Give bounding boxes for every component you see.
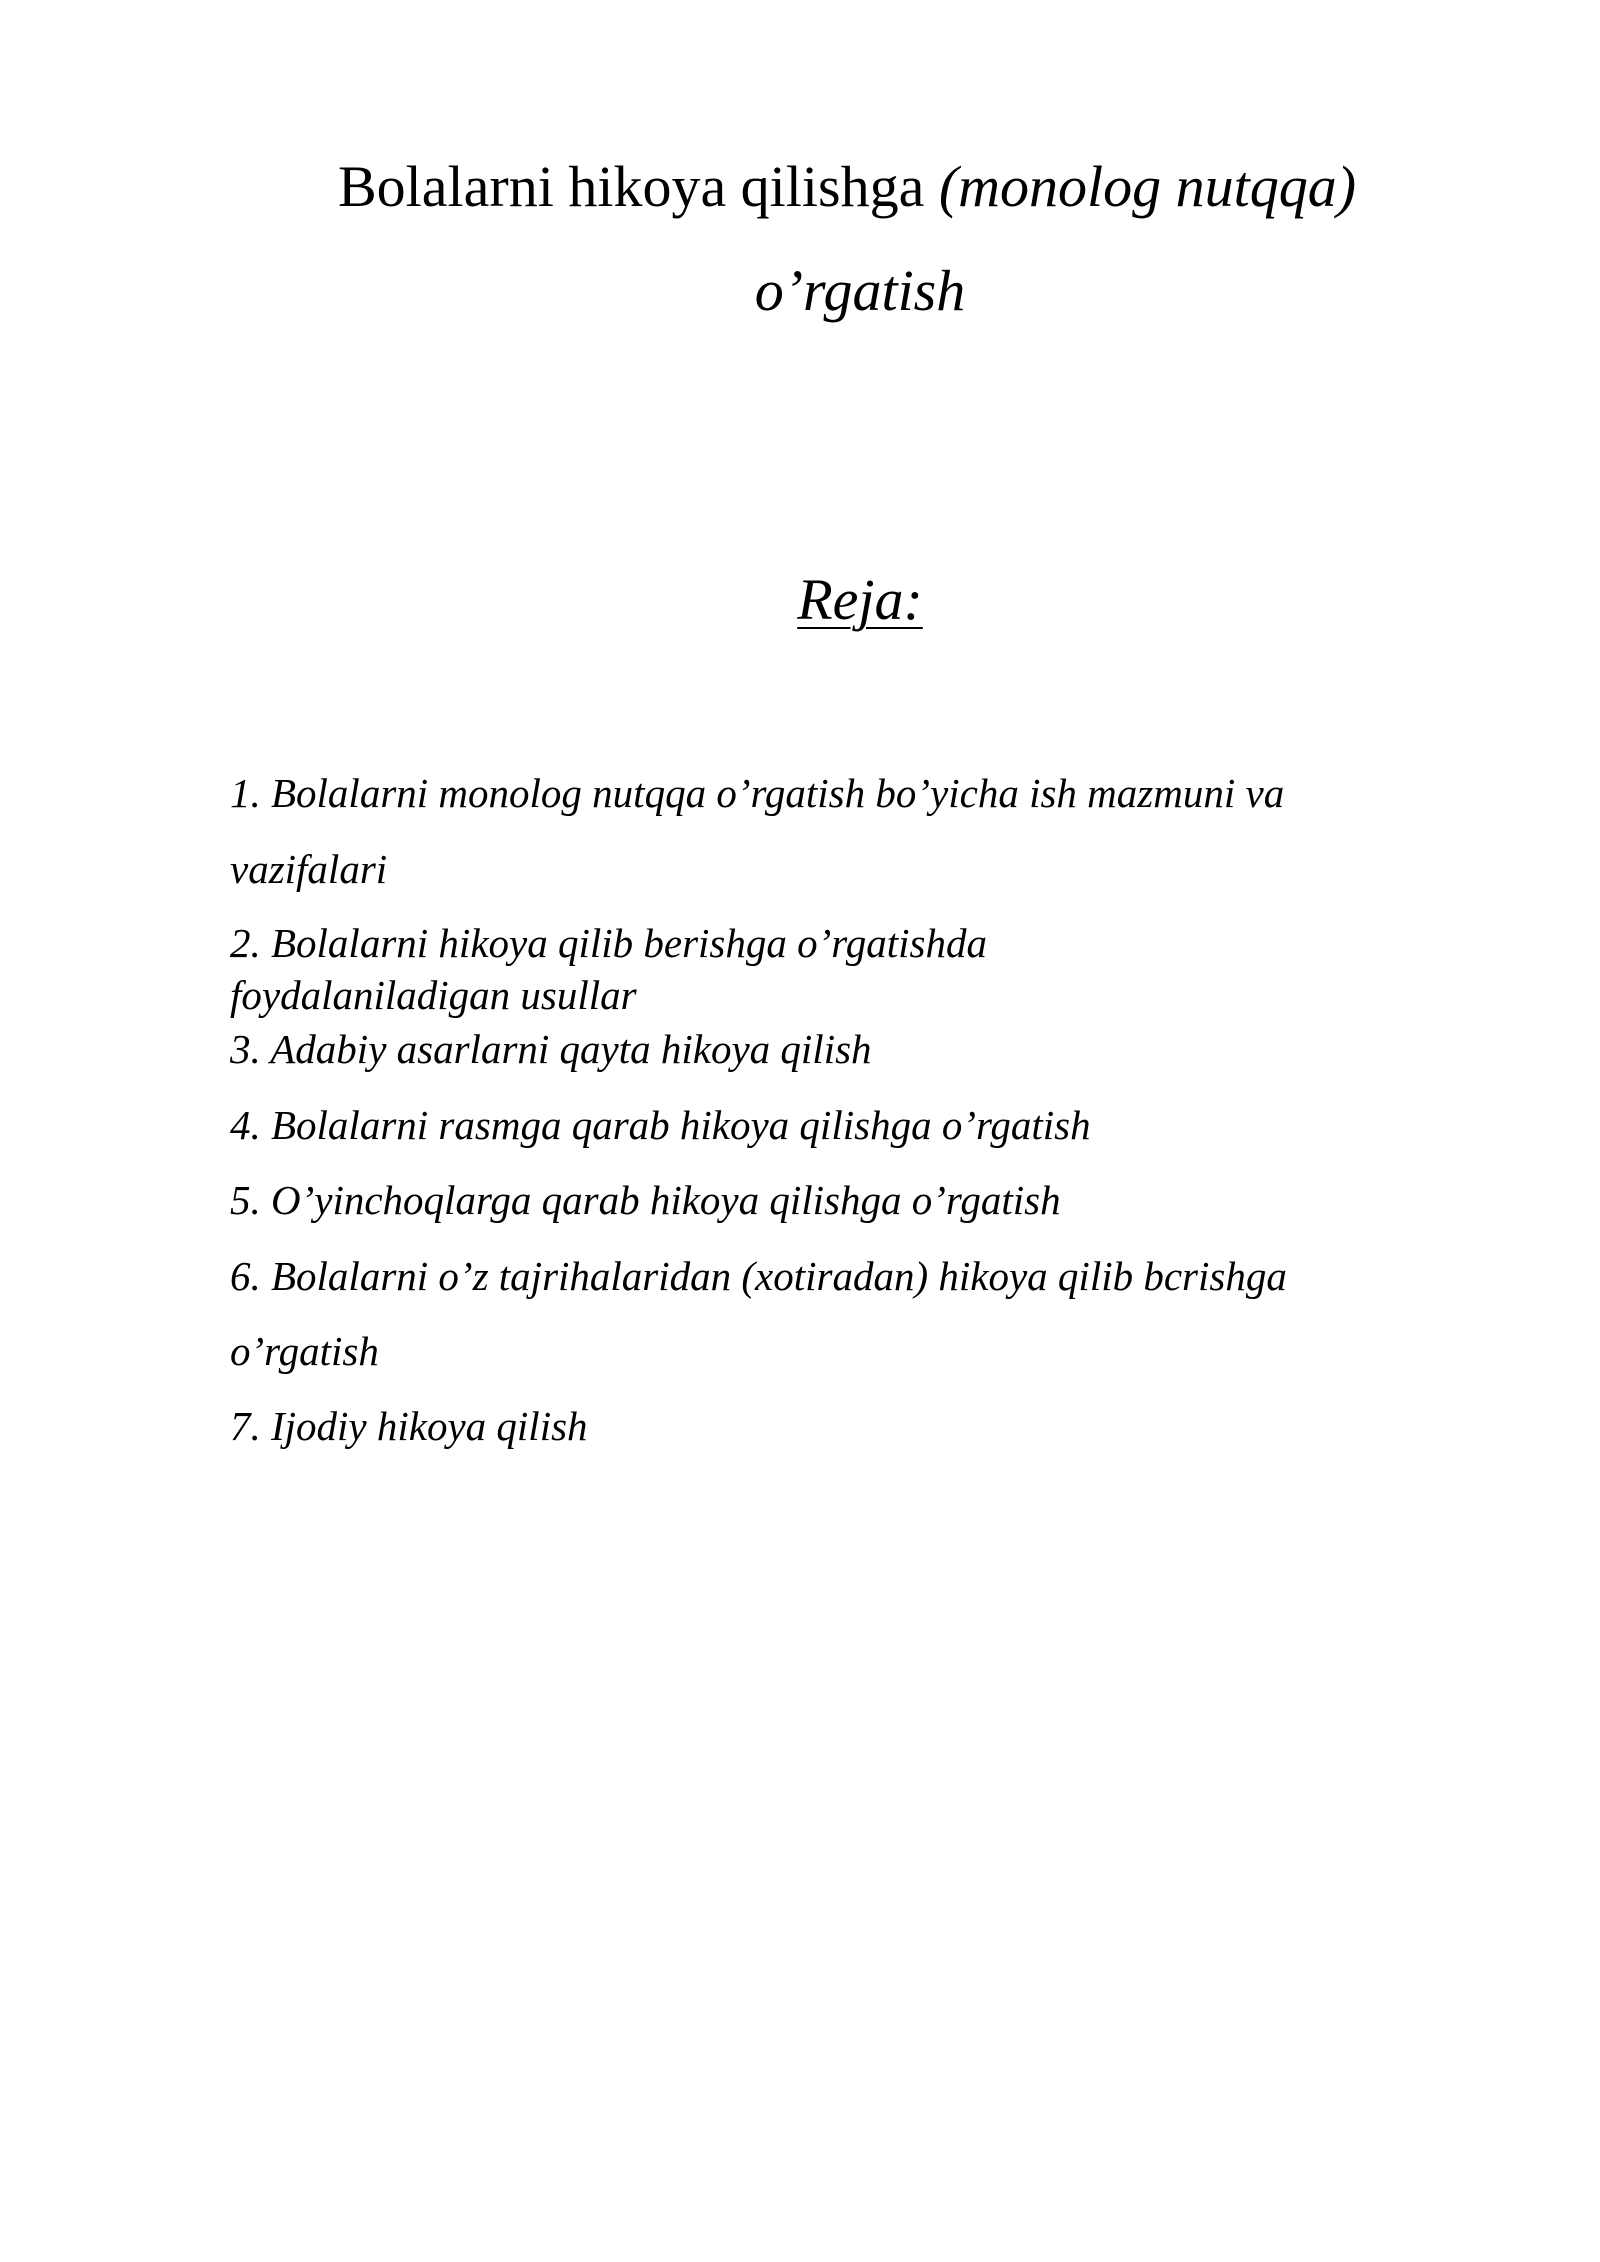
plan-item-2-continuation: foydalaniladigan usullar [230,972,637,1018]
plan-item-5: 5. O’yinchoqlarga qarab hikoya qilishga o’rgatish [230,1177,1061,1223]
title-italic-text: (monolog nutqqa) [938,154,1357,219]
plan-item-1-continuation: vazifalari [230,846,388,892]
plan-item-6-continuation: o’rgatish [230,1328,379,1374]
plan-item-1: 1. Bolalarni monolog nutqqa o’rgatish bo’yicha ish mazmuni va [230,770,1285,816]
plan-item-3: 3. Adabiy asarlarni qayta hikoya qilish [230,1026,872,1072]
plan-heading: Reja: [797,567,923,632]
document-title-line-2: o’rgatish [754,258,966,323]
plan-item-7: 7. Ijodiy hikoya qilish [230,1403,588,1449]
plan-item-2: 2. Bolalarni hikoya qilib berishga o’rgatishda [230,920,987,966]
plan-item-4: 4. Bolalarni rasmga qarab hikoya qilishga o’rgatish [230,1102,1091,1148]
document-title-line-1 [338,152,1356,222]
title-normal-text: Bolalarni hikoya qilishga [338,154,939,219]
plan-item-6: 6. Bolalarni o’z tajrihalaridan (xotiradan) hikoya qilib bcrishga [230,1253,1287,1299]
